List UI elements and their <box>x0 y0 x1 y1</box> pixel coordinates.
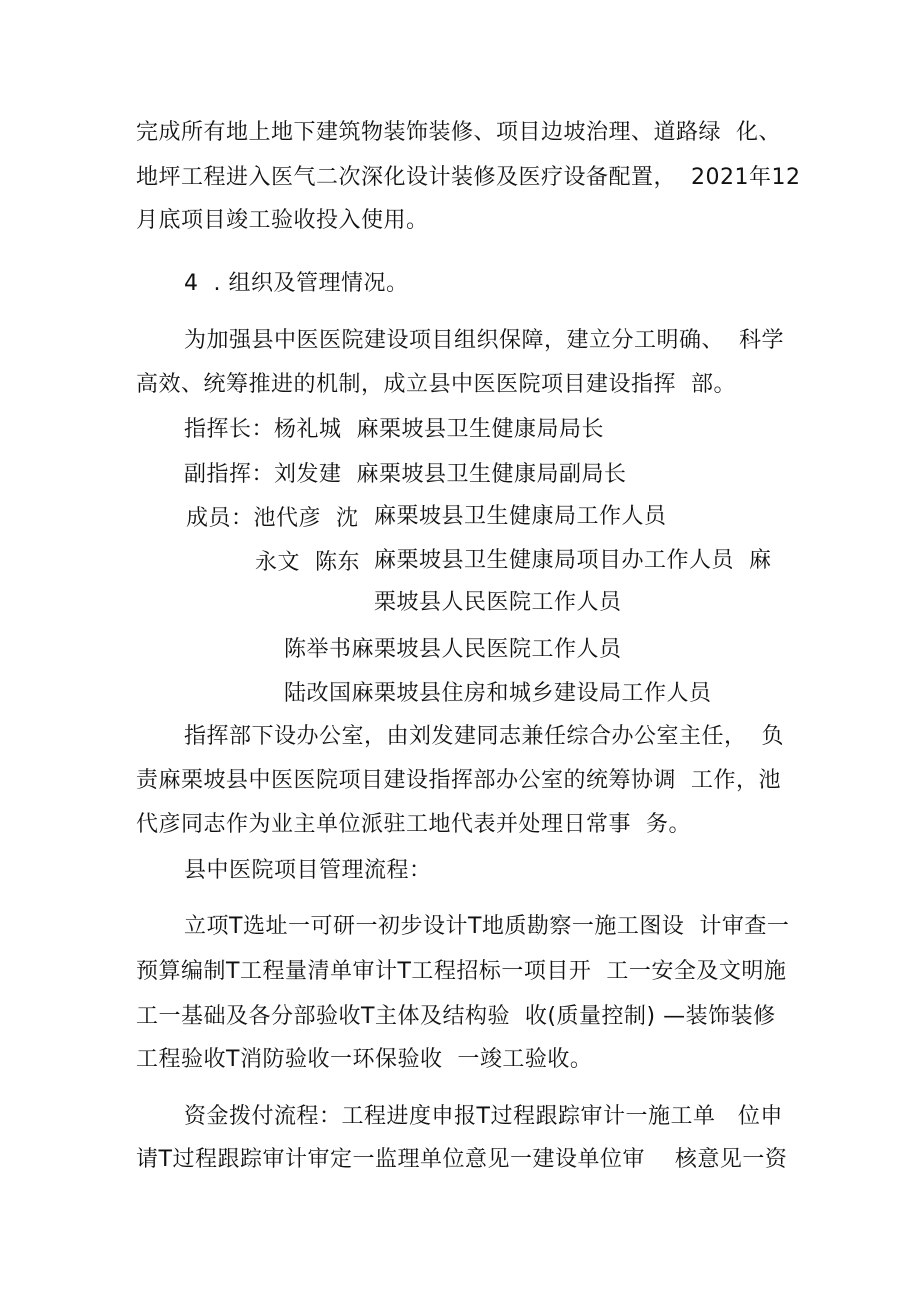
text-line: 地坪工程进入医气二次深化设计装修及医疗设备配置， 2021年12 <box>136 165 801 190</box>
leader-entry: 副指挥：刘发建 麻栗坡县卫生健康局副局长 <box>184 462 627 487</box>
text-line: 资金拨付流程：工程进度申报T过程跟踪审计一施工单 位申 <box>184 1104 783 1129</box>
text-line: 高效、统筹推进的机制，成立县中医医院项目建设指挥 部。 <box>136 372 736 397</box>
text-line: 责麻栗坡县中医医院项目建设指挥部办公室的统筹协调 工作，池 <box>136 768 781 793</box>
member-names: 永文 陈东 <box>255 550 360 575</box>
member-entry: 栗坡县人民医院工作人员 <box>374 590 622 615</box>
text-line: 月底项目竣工验收投入使用。 <box>136 208 429 233</box>
member-entry: 麻栗坡县卫生健康局工作人员 <box>374 504 667 529</box>
text-line: 完成所有地上地下建筑物装饰装修、项目边坡治理、道路绿 化、 <box>136 120 781 145</box>
section-heading: 4 . 组织及管理情况。 <box>184 271 409 296</box>
text-line: 工程验收T消防验收一环保验收 一竣工验收。 <box>136 1047 593 1072</box>
text-line: 工一基础及各分部验收T主体及结构验 收(质量控制) —装饰装修 <box>136 1004 776 1029</box>
text-line: 代彦同志作为业主单位派驻工地代表并处理日常事 务。 <box>136 812 691 837</box>
process-heading: 县中医院项目管理流程： <box>184 858 432 883</box>
member-entry: 陈举书麻栗坡县人民医院工作人员 <box>284 637 622 662</box>
member-entry: 麻栗坡县卫生健康局项目办工作人员 麻 <box>374 548 772 573</box>
text-line: 指挥部下设办公室，由刘发建同志兼任综合办公室主任， 负 <box>184 724 784 749</box>
text-line: 立项T选址一可研一初步设计T地质勘察一施工图设 计审查一 <box>184 914 790 939</box>
members-label: 成员：池代彦 沈 <box>186 506 359 531</box>
member-entry: 陆改国麻栗坡县住房和城乡建设局工作人员 <box>284 681 712 706</box>
text-line: 预算编制T工程量清单审计T工程招标一项目开 工一安全及文明施 <box>136 959 787 984</box>
text-line: 为加强县中医医院建设项目组织保障，建立分工明确、 科学 <box>184 328 784 353</box>
text-line: 请T过程跟踪审计审定一监理单位意见一建设单位审 核意见一资 <box>136 1147 788 1172</box>
leader-entry: 指挥长：杨礼城 麻栗坡县卫生健康局局长 <box>184 417 604 442</box>
